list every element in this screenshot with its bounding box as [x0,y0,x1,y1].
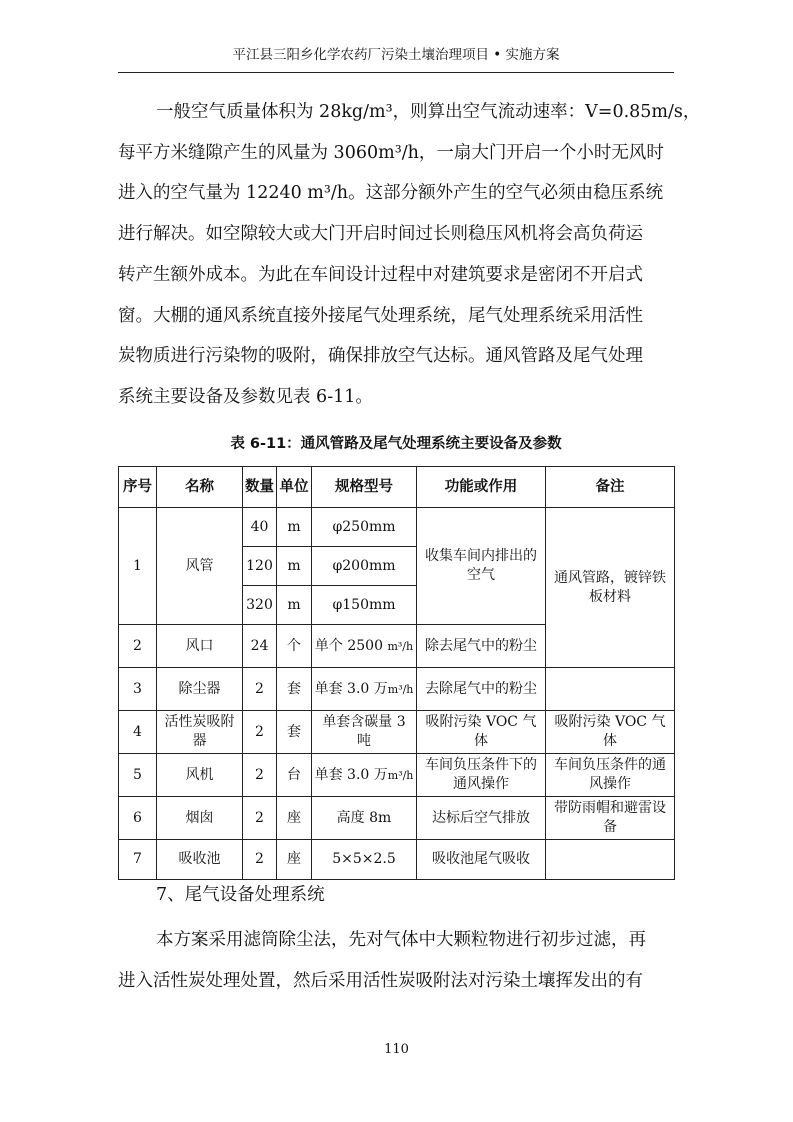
cell-name: 吸收池 [157,840,243,880]
cell-no: 7 [119,840,157,880]
page-number: 110 [384,1042,409,1057]
cell-no: 6 [119,797,157,840]
paragraph-line: 系统主要设备及参数见表 6-11。 [118,386,373,407]
cell-name: 烟囱 [157,797,243,840]
table-row [119,840,675,880]
paragraph-2 [118,920,674,1001]
spec-value: 单个 2500 [314,637,383,654]
cell-spec: φ200mm [312,547,417,586]
paragraph-line: 进行解决。如空隙较大或大门开启时间过长则稳压风机将会高负荷运 [118,224,643,245]
cell-no: 3 [119,668,157,711]
paragraph-1 [118,92,701,418]
cell-spec: 高度 8m [312,797,417,840]
cell-remark: 带防雨帽和避雷设备 [546,797,675,840]
table-header-row [119,467,675,508]
cell-qty: 24 [243,625,277,668]
paragraph-line: 本方案采用滤筒除尘法，先对气体中大颗粒物进行初步过滤，再 [156,930,646,950]
cell-no: 2 [119,625,157,668]
header-name: 名称 [157,467,243,508]
paragraph-line: 进入活性炭处理处置，然后采用活性炭吸附法对污染土壤挥发出的有 [118,970,643,991]
cell-unit: 套 [277,668,312,711]
spec-value: 单套 3.0 万 [314,766,388,783]
cell-function: 去除尾气中的粉尘 [417,668,546,711]
cell-remark: 通风管路，镀锌铁板材料 [546,508,675,668]
cell-spec [312,754,417,797]
cell-unit: 台 [277,754,312,797]
cell-name: 风口 [157,625,243,668]
header-no: 序号 [119,467,157,508]
cell-remark [546,840,675,880]
cell-remark: 车间负压条件的通风操作 [546,754,675,797]
table-row [119,508,675,547]
cell-unit: 个 [277,625,312,668]
cell-name: 风管 [157,508,243,625]
cell-no: 1 [119,508,157,625]
header-function: 功能或作用 [417,467,546,508]
cell-unit: m [277,547,312,586]
spec-value: 单套 3.0 万 [314,680,388,697]
cell-qty: 2 [243,797,277,840]
table-row [119,797,675,840]
cell-unit: 套 [277,711,312,754]
cell-qty: 2 [243,711,277,754]
paragraph-line: 转产生额外成本。为此在车间设计过程中对建筑要求是密闭不开启式 [118,264,643,285]
cell-name: 除尘器 [157,668,243,711]
paragraph-line: 一般空气质量体积为 28kg/m³，则算出空气流动速率：V=0.85m/s， [156,102,701,122]
cell-function: 收集车间内排出的空气 [417,508,546,625]
cell-name: 活性炭吸附器 [157,711,243,754]
cell-qty: 2 [243,668,277,711]
cell-spec: φ250mm [312,508,417,547]
cell-remark [546,668,675,711]
paragraph-line: 炭物质进行污染物的吸附，确保排放空气达标。通风管路及尾气处理 [118,346,643,367]
table-row [119,711,675,754]
cell-function: 车间负压条件下的通风操作 [417,754,546,797]
header-spec: 规格型号 [312,467,417,508]
cell-qty: 40 [243,508,277,547]
header-unit: 单位 [277,467,312,508]
paragraph-line: 窗。大棚的通风系统直接外接尾气处理系统，尾气处理系统采用活性 [118,305,643,326]
header-remark: 备注 [546,467,675,508]
cell-unit: m [277,508,312,547]
spec-unit: m³/h [387,682,414,696]
page-header: 平江县三阳乡化学农药厂污染土壤治理项目 • 实施方案 [232,47,560,63]
cell-no: 4 [119,711,157,754]
cell-spec [312,668,417,711]
equipment-table [118,466,675,880]
spec-unit: m³/h [387,639,414,653]
spec-unit: m³/h [387,768,414,782]
cell-function: 除去尾气中的粉尘 [417,625,546,668]
paragraph-line: 每平方米缝隙产生的风量为 3060m³/h，一扇大门开启一个小时无风时 [118,142,664,163]
cell-qty: 120 [243,547,277,586]
cell-spec: 单套含碳量 3 吨 [312,711,417,754]
cell-name: 风机 [157,754,243,797]
header-qty: 数量 [243,467,277,508]
cell-qty: 2 [243,840,277,880]
cell-unit: m [277,586,312,625]
cell-unit: 座 [277,797,312,840]
cell-spec [312,625,417,668]
cell-unit: 座 [277,840,312,880]
table-row [119,668,675,711]
cell-no: 5 [119,754,157,797]
cell-spec: 5×5×2.5 [312,840,417,880]
cell-function: 吸附污染 VOC 气体 [417,711,546,754]
cell-qty: 320 [243,586,277,625]
paragraph-line: 进入的空气量为 12240 m³/h。这部分额外产生的空气必须由稳压系统 [118,183,664,204]
table-row [119,754,675,797]
cell-qty: 2 [243,754,277,797]
cell-spec: φ150mm [312,586,417,625]
cell-remark: 吸附污染 VOC 气体 [546,711,675,754]
table-caption: 表 6-11：通风管路及尾气处理系统主要设备及参数 [230,436,562,452]
header-rule [118,72,674,73]
cell-function: 达标后空气排放 [417,797,546,840]
cell-function: 吸收池尾气吸收 [417,840,546,880]
section-heading: 7、尾气设备处理系统 [156,885,325,905]
